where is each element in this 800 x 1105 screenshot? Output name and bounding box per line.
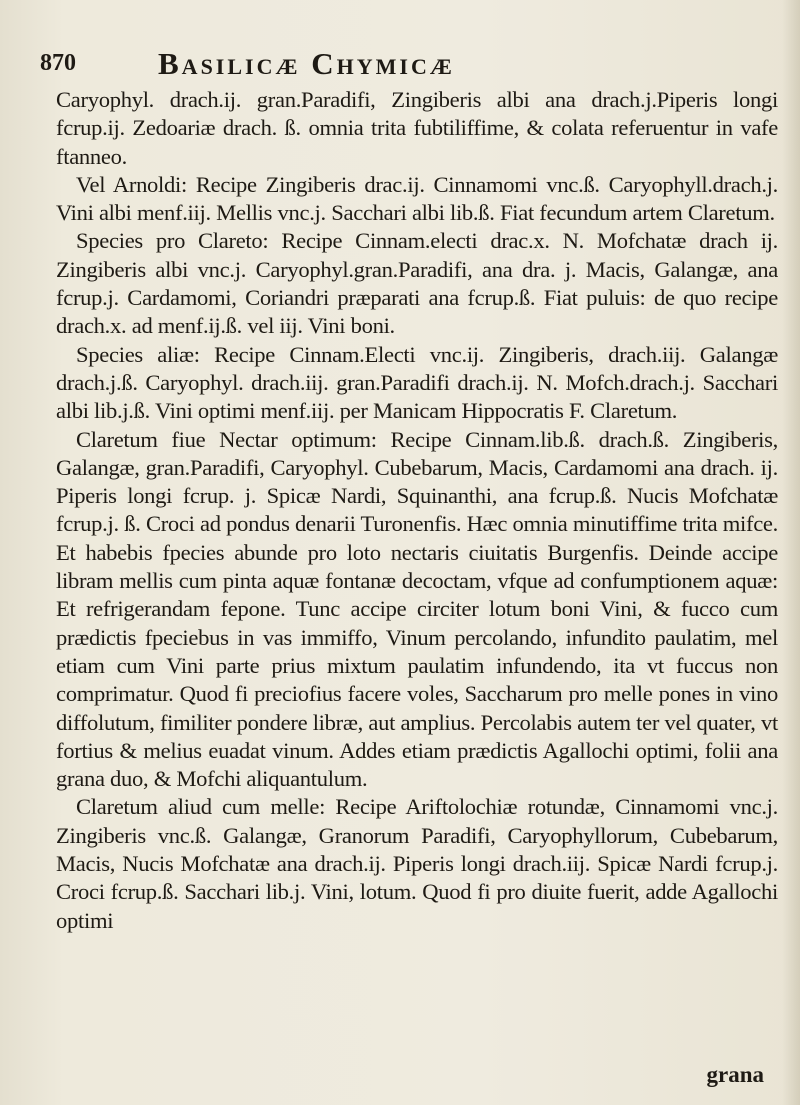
paragraph-species-pro-clareto: Species pro Clareto: Recipe Cinnam.electi drac.x. N. Mofchatæ drach ij. Zingiberis albi vnc.j. Caryophyl.gran.Paradifi, ana dra. j. Macis, Galangæ, ana fcrup.j. Cardamomi, Coriandri præparati ana fcrup.ß. Fiat puluis: de quo recipe drach.x. ad menf.ij.ß. vel iij. Vini boni.: [56, 228, 778, 339]
paragraph-claretum-aliud: Claretum aliud cum melle: Recipe Ariftolochiæ rotundæ, Cinnamomi vnc.j. Zingiberis vnc.ß. Galangæ, Granorum Paradifi, Caryophyllorum, Cubebarum, Macis, Nucis Mofchatæ ana drach.ij. Piperis longi drach.iij. Spicæ Nardi fcrup.j. Croci fcrup.ß. Sacchari lib.j. Vini, lotum. Quod fi pro diuite fuerit, adde Agallochi optimi: [56, 794, 778, 933]
paragraph-species-aliae: Species aliæ: Recipe Cinnam.Electi vnc.ij. Zingiberis, drach.iij. Galangæ drach.j.ß. Caryophyl. drach.iij. gran.Paradifi drach.ij. N. Mofch.drach.j. Sacchari albi lib.j.ß. Vini optimi menf.iij. per Manicam Hippocratis F. Claretum.: [56, 341, 778, 424]
paragraph-claretum-nectar: Claretum fiue Nectar optimum: Recipe Cinnam.lib.ß. drach.ß. Zingiberis, Galangæ, gran.Paradifi, Caryophyl. Cubebarum, Macis, Cardamomi ana drach. ij. Piperis longi fcrup. j. Spicæ Nardi, Squinanthi, ana fcrup.ß. Nucis Mofchatæ fcrup.j. ß. Croci ad pondus denarii Turonenfis. Hæc omnia minutiffime trita mifce. Et habebis fpecies abunde pro loto nectaris ciuitatis Burgenfis. Deinde accipe libram mellis cum pinta aquæ fontanæ decoctam, vfque ad confumptionem aquæ: Et refrigerandam fepone. Tunc accipe circiter lotum boni Vini, & fucco cum prædictis fpeciebus in vas immiffo, Vinum percolando, infundito paulatim, mel etiam cum Vini parte prius mixtum paulatim infundendo, ita vt fuccus non comprimatur. Quod fi preciofius facere voles, Saccharum pro melle pones in vino diffolutum, fimiliter pondere libræ, aut amplius. Percolabis autem ter vel quater, vt fortius & melius euadat vinum. Addes etiam prædictis Agallochi optimi, folii ana grana duo, & Mofchi aliquantulum.: [56, 426, 778, 792]
body-text: [56, 86, 778, 935]
running-head: Basilicæ Chymicæ: [158, 46, 455, 81]
paragraph-arnoldi: Vel Arnoldi: Recipe Zingiberis drac.ij. Cinnamomi vnc.ß. Caryophyll.drach.j. Vini albi menf.iij. Mellis vnc.j. Sacchari albi lib.ß. Fiat fecundum artem Claretum.: [56, 171, 778, 226]
page-header: [40, 46, 780, 86]
page-number: 870: [40, 50, 76, 76]
paragraph-caryophyl: Caryophyl. drach.ij. gran.Paradifi, Zingiberis albi ana drach.j.Piperis longi fcrup.ij. Zedoariæ drach. ß. omnia trita fubtiliffime, & colata referuentur in vafe ftanneo.: [56, 87, 778, 169]
catchword: grana: [706, 1062, 764, 1087]
page-edge-shadow: [782, 0, 800, 1105]
